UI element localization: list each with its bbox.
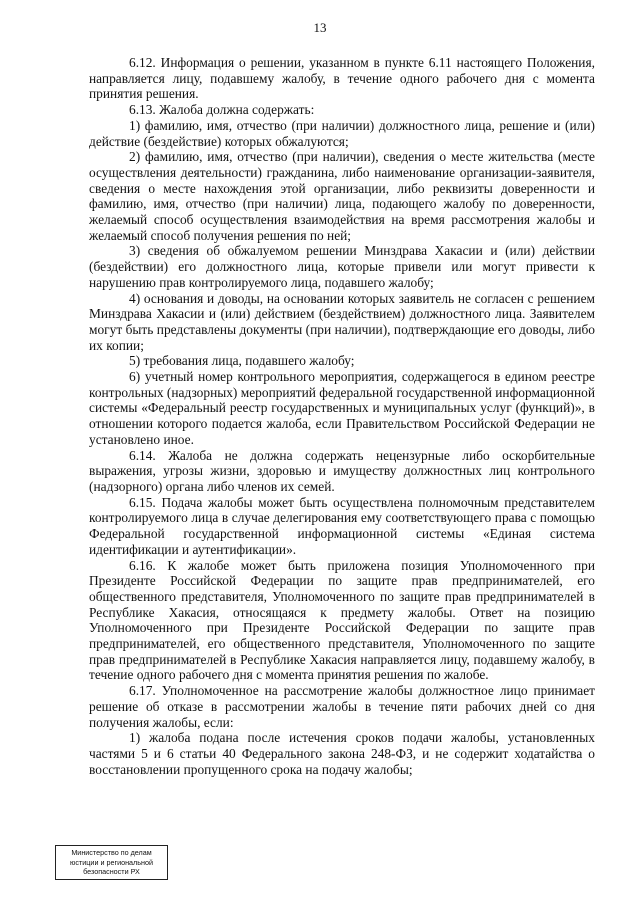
list-item-3: 3) сведения об обжалуемом решении Минздрава Хакасии и (или) действии (бездействии) его должностного лица, которые привели или могут привести к нарушению прав контролируемого лица, подавшего жалобу; bbox=[89, 243, 595, 290]
paragraph-6-14: 6.14. Жалоба не должна содержать нецензурные либо оскорбительные выражения, угрозы жизни, здоровью и имуществу должностных лиц контрольного (надзорного) органа либо членов их семей. bbox=[89, 447, 595, 494]
list-item-6: 6) учетный номер контрольного мероприятия, содержащегося в едином реестре контрольных (надзорных) мероприятий федеральной государственной информационной системы «Федеральный реестр государственных и муниципальных услуг (функций)», в отношении которого подается жалоба, если Правительством Российской Федерации не установлено иное. bbox=[89, 369, 595, 447]
stamp-line-2: юстиции и региональной bbox=[70, 857, 153, 867]
list-item-1: 1) фамилию, имя, отчество (при наличии) должностного лица, решение и (или) действие (бездействие) которых обжалуются; bbox=[89, 117, 595, 149]
paragraph-6-16: 6.16. К жалобе может быть приложена позиция Уполномоченного при Президенте Российской Федерации по защите прав предпринимателей, его общественного представителя, Уполномоченного по защите прав предпринимателей в Республике Хакасия, относящаяся к предмету жалобы. Ответ на позицию Уполномоченного при Президенте Российской Федерации по защите прав предпринимателей, его общественного представителя, Уполномоченного по защите прав предпринимателей в Республике Хакасия направляется лицу, подавшему жалобу, в течение одного рабочего дня с момента принятия решения по жалобе. bbox=[89, 557, 595, 683]
list-item-5: 5) требования лица, подавшего жалобу; bbox=[129, 353, 355, 369]
paragraph-6-12: 6.12. Информация о решении, указанном в пункте 6.11 настоящего Положения, направляется лицу, подавшему жалобу, в течение одного рабочего дня с момента принятия решения. bbox=[89, 55, 595, 102]
stamp-line-3: безопасности РХ bbox=[83, 867, 140, 876]
list-item-4: 4) основания и доводы, на основании которых заявитель не согласен с решением Минздрава Хакасии и (или) действием (бездействием) должностного лица. Заявителем могут быть представлены документы (при наличии), подтверждающие его доводы, либо их копии; bbox=[89, 290, 595, 353]
list-item-6-17-1: 1) жалоба подана после истечения сроков подачи жалобы, установленных частями 5 и 6 статьи 40 Федерального закона 248-ФЗ, и не содержит ходатайства о восстановлении пропущенного срока на подачу жалобы; bbox=[89, 730, 595, 777]
paragraph-6-17: 6.17. Уполномоченное на рассмотрение жалобы должностное лицо принимает решение об отказе в рассмотрении жалобы в течение пяти рабочих дней со дня получения жалобы, если: bbox=[89, 683, 595, 730]
stamp-line-1: Министерство по делам bbox=[71, 848, 152, 857]
paragraph-6-13: 6.13. Жалоба должна содержать: bbox=[129, 102, 315, 118]
ministry-stamp bbox=[55, 845, 168, 880]
list-item-2: 2) фамилию, имя, отчество (при наличии), сведения о месте жительства (месте осуществления деятельности) гражданина, либо наименование организации-заявителя, сведения о месте нахождения этой организации, либо реквизиты доверенности и фамилию, имя, отчество (при наличии) лица, подающего жалобу по доверенности, желаемый способ осуществления взаимодействия на время рассмотрения жалобы и желаемый способ получения решения по ней; bbox=[89, 149, 595, 243]
paragraph-6-15: 6.15. Подача жалобы может быть осуществлена полномочным представителем контролируемого лица в случае делегирования ему соответствующего права с помощью Федеральной государственной информационной системы «Единая система идентификации и аутентификации». bbox=[89, 494, 595, 557]
document-body bbox=[89, 55, 595, 777]
page-number: 13 bbox=[313, 20, 327, 35]
